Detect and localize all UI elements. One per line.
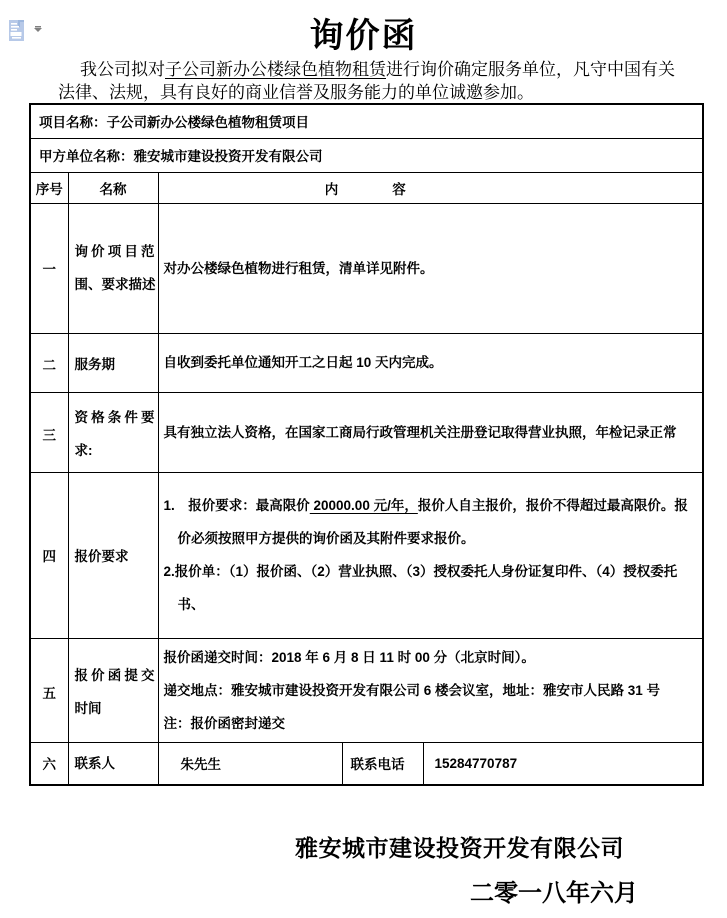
name-line: 服务期 [74,356,115,372]
table-row [30,392,703,472]
serial-cell: 五 [30,638,68,742]
content-line: 具有独立法人资格，在国家工商局行政管理机关注册登记取得营业执照，年检记录正常 [163,424,677,440]
intro-prefix: 我公司拟对 [80,60,165,79]
table-row [30,138,703,172]
content-cell [158,392,703,472]
header-content: 内 容 [158,172,703,203]
serial-cell: 六 [30,742,68,785]
table-row [30,472,703,638]
content-cell [158,638,703,742]
content-item-1 [164,489,701,555]
intro-paragraph [58,58,680,104]
content-item-2: 2.报价单：（1）报价函、（2）营业执照、（3）授权委托人身份证复印件、（4）授权委托书、 [163,564,678,612]
name-line: 报价函提交 [74,667,155,683]
name-cell [68,638,158,742]
quote-requirement-suffix: 报价人自主报价，报价不得超过最高限价。报价必须按照甲方提供的询价函及其附件要求报价。 [177,498,688,546]
name-cell [68,392,158,472]
phone-number-cell: 15284770787 [423,742,703,785]
name-line: 资格条件要 [74,409,155,425]
footer-date: 二零一八年六月 [470,881,638,907]
serial-cell: 三 [30,392,68,472]
name-line: 求: [74,442,93,458]
content-line: 注：报价函密封递交 [163,715,285,731]
name-cell [68,203,158,333]
content-line: 对办公楼绿色植物进行租赁，清单详见附件。 [163,260,434,276]
table-row [30,104,703,138]
project-name-cell: 项目名称：子公司新办公楼绿色植物租赁项目 [30,104,703,138]
table-header-row [30,172,703,203]
inquiry-table [29,103,704,786]
header-serial: 序号 [30,172,68,203]
table-row [30,333,703,392]
header-name: 名称 [68,172,158,203]
phone-label-cell: 联系电话 [342,742,423,785]
name-cell [68,742,158,785]
table-row [30,638,703,742]
name-line: 时间 [74,700,102,716]
page-title: 询价函 [309,18,418,55]
quote-requirement-prefix: 1. 报价要求：最高限价 [163,498,310,513]
serial-cell: 一 [30,203,68,333]
serial-cell: 四 [30,472,68,638]
content-cell [158,333,703,392]
intro-suffix: 进行询价确定服务单位，凡守中国有关法律、法规，具有良好的商业信誉及服务能力的单位诚邀参加。 [58,60,675,102]
table-row [30,203,703,333]
content-line: 递交地点：雅安城市建设投资开发有限公司 6 楼会议室，地址：雅安市人民路 31 号 [163,682,661,698]
content-line: 自收到委托单位通知开工之日起 10 天内完成。 [163,355,443,370]
content-cell [158,203,703,333]
serial-cell: 二 [30,333,68,392]
name-line: 联系人 [74,755,115,771]
max-price-underlined: 20000.00 元/年， [309,498,418,513]
name-line: 围、要求描述 [74,277,156,292]
footer-company-name: 雅安城市建设投资开发有限公司 [295,836,624,861]
content-cell [158,472,703,638]
intro-underlined-project: 子公司新办公楼绿色植物租赁 [165,60,386,79]
name-cell [68,472,158,638]
table-row [30,742,703,785]
party-a-cell: 甲方单位名称：雅安城市建设投资开发有限公司 [30,138,703,172]
name-line: 报价要求 [74,549,129,564]
name-line: 询价项目范 [74,244,155,259]
content-line: 报价函递交时间：2018 年 6 月 8 日 11 时 00 分（北京时间）。 [163,649,535,665]
contact-name-cell: 朱先生 [158,742,342,785]
name-cell [68,333,158,392]
